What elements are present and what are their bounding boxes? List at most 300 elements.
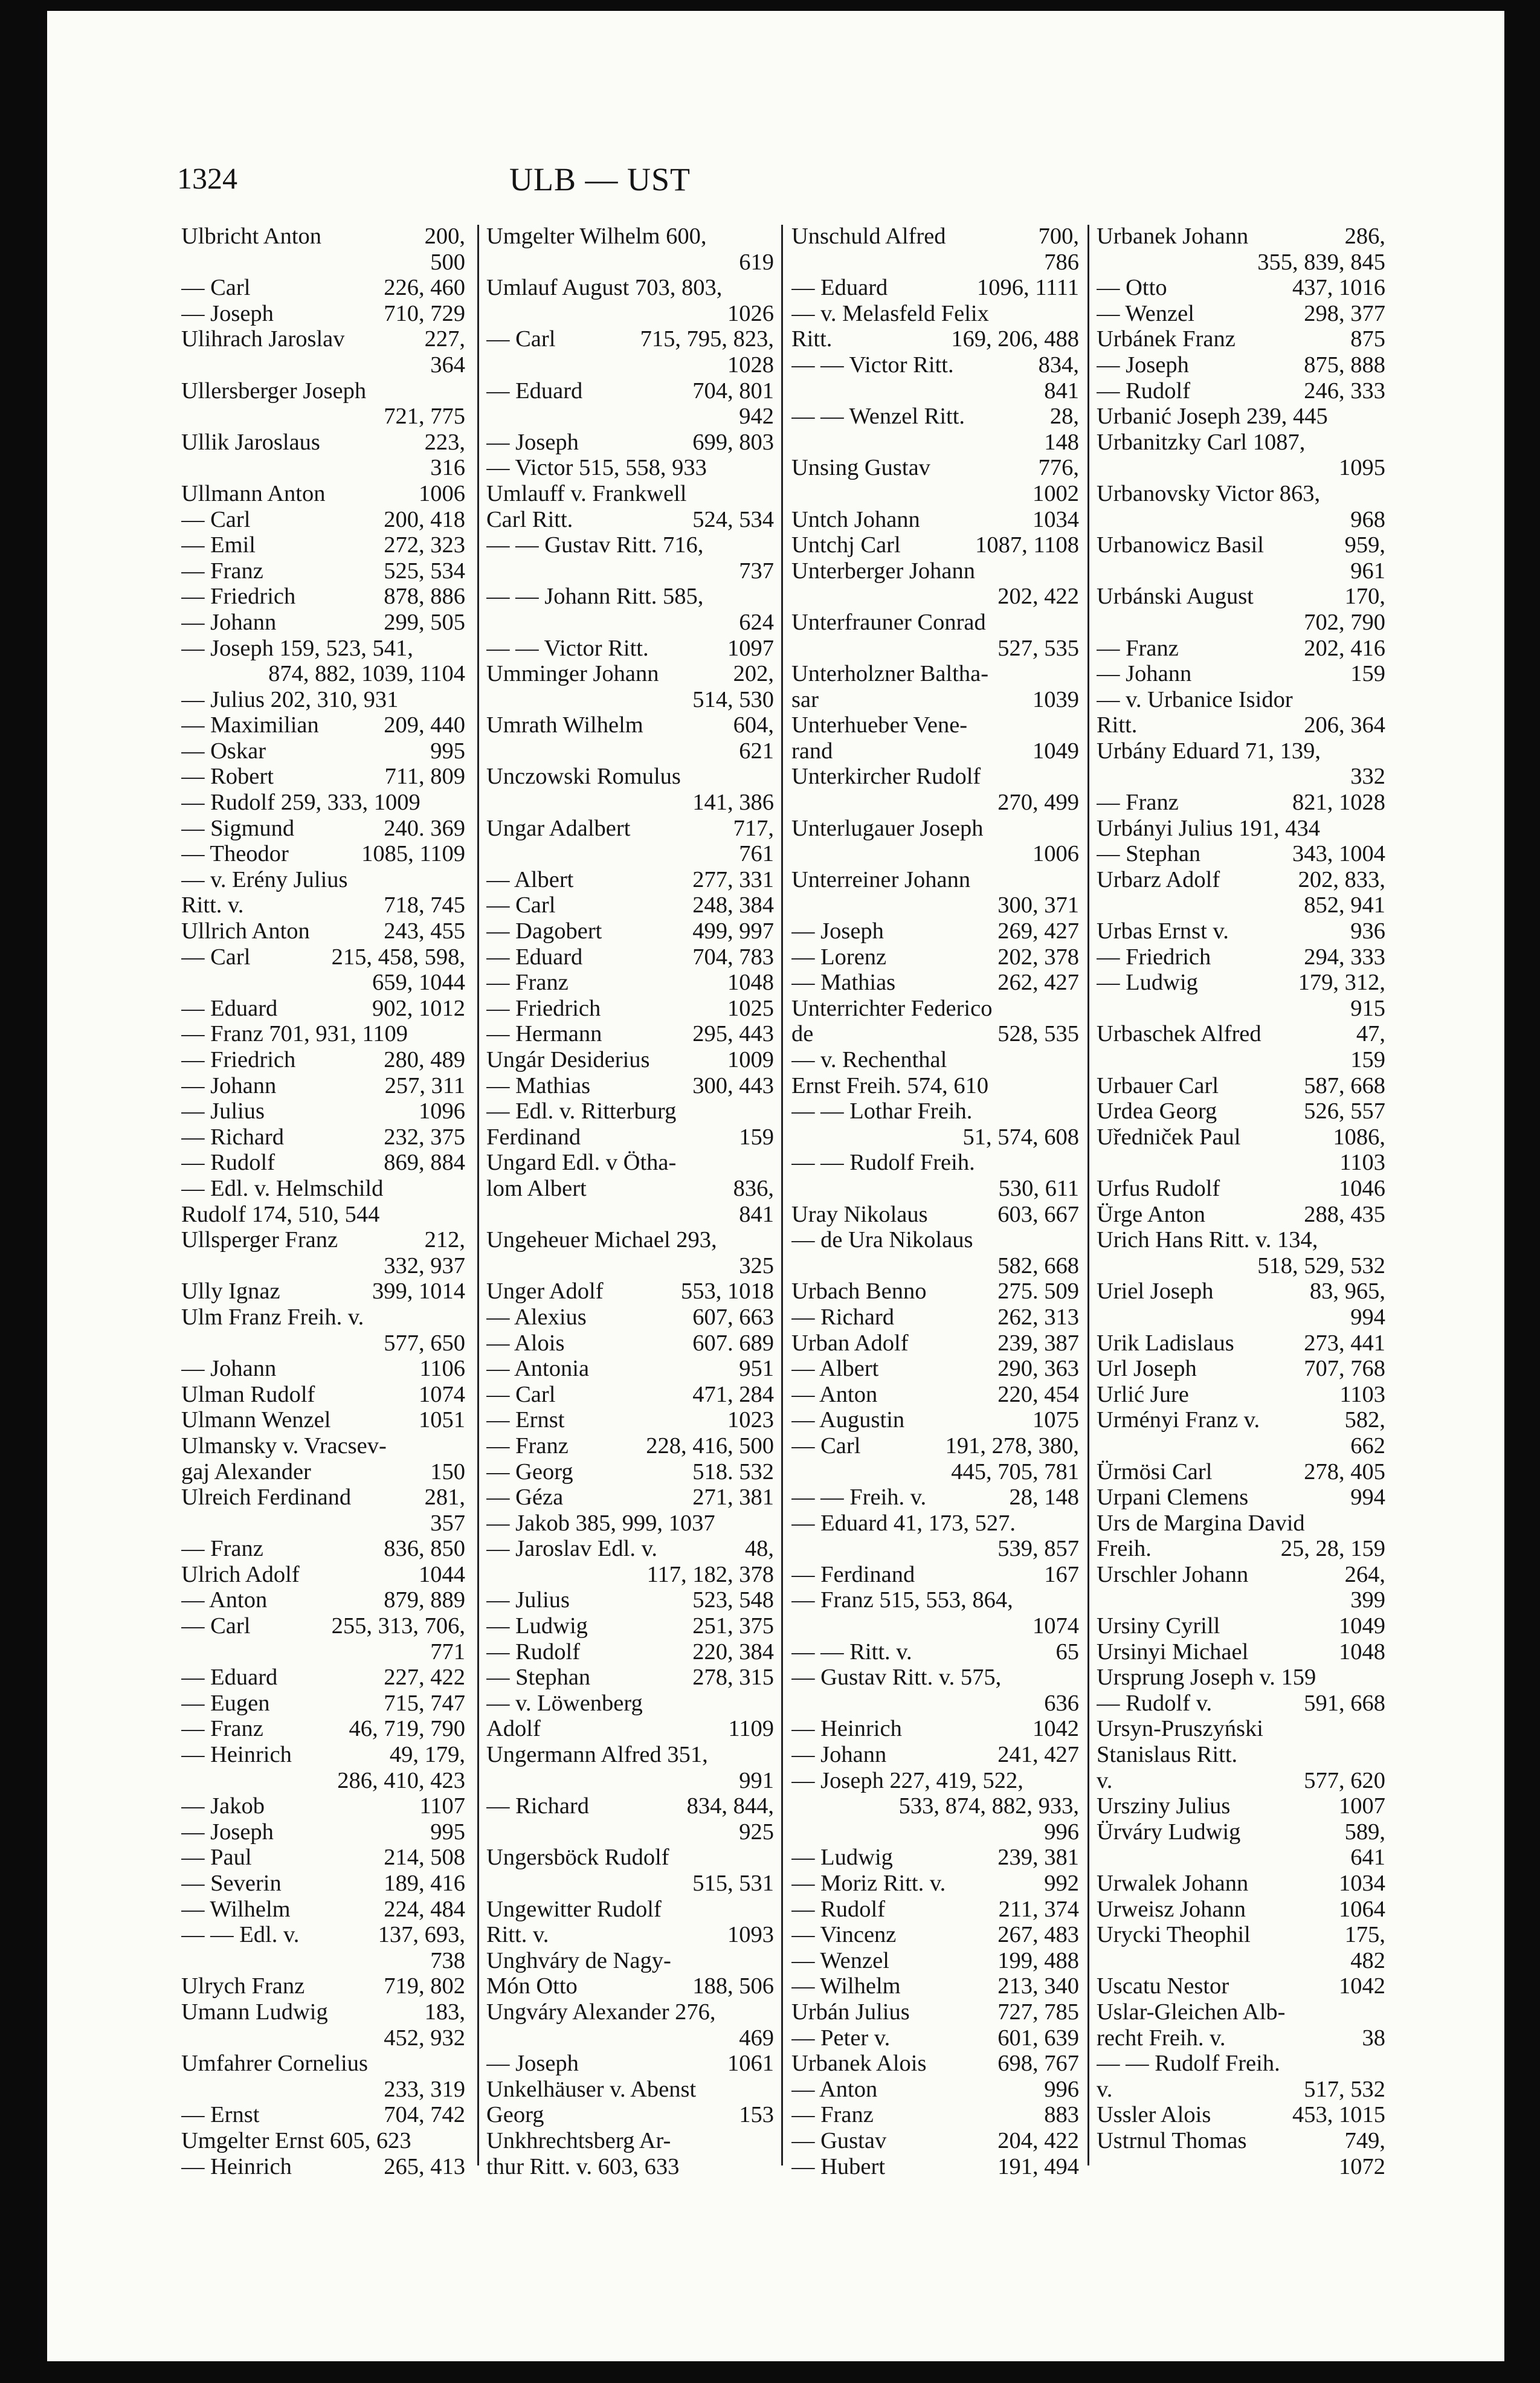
index-entry-line [1097, 326, 1385, 352]
entry-page-refs: 699, 803 [692, 429, 774, 455]
entry-page-refs: 364 [430, 352, 465, 378]
index-entry-line [791, 816, 1079, 842]
entry-name: — Eugen [181, 1690, 270, 1716]
entry-name: — Franz [486, 1433, 569, 1459]
index-entry-line [486, 326, 774, 352]
index-entry-line [1097, 867, 1385, 893]
entry-name: Urbach Benno [791, 1279, 927, 1304]
entry-name: — Antonia [486, 1356, 590, 1382]
entry-page-refs: 878, 886 [384, 584, 465, 610]
index-entry-line [791, 352, 1079, 378]
index-entry-line [486, 636, 774, 662]
index-entry-line [1097, 790, 1385, 816]
index-entry-line [181, 687, 465, 713]
entry-name: Ulmansky v. Vracsev- [181, 1433, 387, 1459]
index-entry-line [181, 378, 465, 404]
entry-page-refs [1075, 712, 1079, 738]
entry-page-refs: 869, 884 [384, 1150, 465, 1176]
index-entry-line [791, 1433, 1079, 1459]
entry-page-refs: 587, 668 [1304, 1072, 1385, 1098]
entry-name: — — Wenzel Ritt. [791, 404, 965, 430]
entry-name: Urbas Ernst v. [1097, 918, 1229, 944]
index-entry-line [181, 1639, 465, 1665]
entry-page-refs: 526, 557 [1304, 1098, 1385, 1124]
index-entry-line [181, 738, 465, 764]
entry-page-refs: 239, 387 [997, 1330, 1079, 1356]
entry-name: Unkelhäuser v. Abenst [486, 2076, 697, 2102]
index-entry-line [791, 224, 1079, 250]
entry-name: — v. Erény Julius [181, 866, 348, 892]
entry-page-refs [770, 532, 774, 558]
entry-name: — v. Urbanice Isidor [1097, 686, 1293, 712]
entry-page-refs: 1042 [1033, 1716, 1079, 1742]
index-entry-line [1097, 301, 1385, 327]
entry-page-refs: 277, 331 [692, 866, 774, 892]
entry-name: — Friedrich [1097, 944, 1211, 970]
entry-name: Unterhueber Vene- [791, 712, 968, 738]
index-entry-line [486, 532, 774, 558]
index-entry-line [791, 1948, 1079, 1974]
index-entry-line [486, 841, 774, 867]
entry-page-refs: 515, 531 [692, 1871, 774, 1896]
entry-page-refs: 159 [1350, 1047, 1385, 1072]
entry-name: Urbauer Carl [1097, 1072, 1219, 1098]
entry-name: — Heinrich [181, 2153, 292, 2179]
entry-page-refs: 49, 179, [389, 1742, 465, 1768]
entry-name: Unkhrechtsberg Ar- [486, 2127, 671, 2153]
entry-page-refs: 228, 416, 500 [646, 1433, 774, 1459]
index-entry-line [1097, 1973, 1385, 1999]
entry-name: Uscatu Nestor [1097, 1973, 1229, 1999]
index-entry-line [791, 841, 1079, 867]
entry-page-refs: 294, 333 [1304, 944, 1385, 970]
entry-page-refs: 343, 1004 [1292, 841, 1385, 867]
entry-name: — Julius [181, 1098, 265, 1124]
index-entry-line [1097, 455, 1385, 481]
index-entry-line [181, 275, 465, 301]
entry-name: — Jakob [181, 1793, 265, 1819]
entry-page-refs: 202, 833, [1298, 866, 1385, 892]
index-entry-line [486, 2102, 774, 2128]
index-entry-line [1097, 404, 1385, 430]
index-entry-line [181, 1356, 465, 1382]
entry-name: — Edl. v. Ritterburg [486, 1098, 677, 1124]
index-entry-line [486, 738, 774, 764]
index-entry-line [486, 1999, 774, 2025]
index-entry-line [791, 790, 1079, 816]
entry-name: rand [791, 738, 833, 764]
index-entry-line [181, 816, 465, 842]
index-entry-line [181, 1098, 465, 1124]
index-entry-line [1097, 892, 1385, 918]
entry-name: Umlauff v. Frankwell [486, 480, 687, 506]
entry-page-refs: 1074 [1033, 1613, 1079, 1639]
entry-page-refs: 204, 422 [997, 2127, 1079, 2153]
index-entry-line [181, 532, 465, 558]
entry-page-refs [1382, 404, 1385, 430]
entry-name: Ritt. [1097, 712, 1138, 738]
entry-name: — Franz [486, 970, 569, 996]
entry-name: — Lorenz [791, 944, 887, 970]
entry-page-refs: 202, 422 [997, 584, 1079, 610]
entry-page-refs: 28, 148 [1009, 1485, 1079, 1511]
index-entry-line [791, 1330, 1079, 1356]
entry-name: Freih. [1097, 1536, 1152, 1562]
entry-name: — — Johann Ritt. 585, [486, 584, 704, 610]
index-entry-line [486, 224, 774, 250]
entry-page-refs: 399 [1350, 1587, 1385, 1613]
entry-page-refs: 153 [739, 2102, 774, 2128]
entry-name: — Joseph 159, 523, 541, [181, 635, 413, 661]
entry-name: Urbanić Joseph 239, 445 [1097, 404, 1328, 430]
entry-page-refs [770, 1948, 774, 1974]
entry-name: — Carl [486, 892, 556, 918]
index-entry-line [1097, 944, 1385, 970]
index-entry-line [791, 250, 1079, 276]
index-entry-line [1097, 1176, 1385, 1202]
entry-name: Uslar-Gleichen Alb- [1097, 1999, 1286, 2025]
entry-page-refs: 141, 386 [692, 790, 774, 816]
entry-page-refs [462, 1202, 465, 1228]
index-entry-line [181, 430, 465, 456]
entry-page-refs: 749, [1344, 2127, 1385, 2153]
index-entry-line [486, 1973, 774, 1999]
entry-page-refs: 761 [739, 841, 774, 867]
entry-page-refs: 659, 1044 [372, 970, 465, 996]
entry-page-refs: 209, 440 [384, 712, 465, 738]
index-entry-line [1097, 1511, 1385, 1537]
entry-page-refs: 959, [1344, 532, 1385, 558]
index-entry-line [486, 1202, 774, 1228]
index-entry-line [486, 816, 774, 842]
entry-page-refs: 188, 506 [692, 1973, 774, 1999]
entry-name: — Rudolf 259, 333, 1009 [181, 790, 420, 816]
index-entry-line [486, 455, 774, 481]
entry-page-refs [770, 1098, 774, 1124]
entry-name: — Paul [181, 1845, 252, 1871]
entry-name: Unschuld Alfred [791, 224, 946, 249]
entry-name: — Hermann [486, 1021, 602, 1047]
entry-page-refs: 179, 312, [1298, 970, 1385, 996]
index-entry-line [791, 1459, 1079, 1485]
entry-name: Urbányi Julius 191, 434 [1097, 815, 1321, 841]
entry-page-refs: 721, 775 [384, 404, 465, 430]
entry-page-refs: 1034 [1339, 1871, 1385, 1896]
entry-page-refs: 255, 313, 706, [331, 1613, 465, 1639]
entry-page-refs: 698, 767 [997, 2051, 1079, 2077]
entry-name: — Franz [1097, 635, 1179, 661]
entry-page-refs: 925 [739, 1819, 774, 1845]
entry-page-refs: 518, 529, 532 [1257, 1253, 1385, 1279]
index-entry-line [486, 275, 774, 301]
entry-name: Ungewitter Rudolf [486, 1896, 662, 1922]
index-entry-line [1097, 738, 1385, 764]
entry-name: Ursprung Joseph v. 159 [1097, 1665, 1316, 1691]
entry-page-refs: 200, 418 [384, 506, 465, 532]
entry-page-refs: 717, [733, 815, 774, 841]
entry-name: Unterberger Johann [791, 558, 975, 584]
index-entry-line [791, 1202, 1079, 1228]
index-entry-line [486, 712, 774, 738]
entry-name: — Joseph [1097, 352, 1189, 378]
entry-name: Ungersböck Rudolf [486, 1845, 669, 1871]
entry-name: Urbánek Franz [1097, 326, 1236, 352]
index-entry-line [181, 1433, 465, 1459]
index-entry-line [181, 558, 465, 584]
entry-page-refs: 704, 783 [692, 944, 774, 970]
entry-name: — Joseph [486, 429, 579, 455]
entry-page-refs: 47, [1356, 1021, 1385, 1047]
entry-page-refs [1075, 1587, 1079, 1613]
entry-page-refs: 48, [744, 1536, 774, 1562]
entry-page-refs [770, 1150, 774, 1176]
entry-name: — — Rudolf Freih. [1097, 2051, 1280, 2077]
entry-name: — Johann [791, 1742, 887, 1768]
entry-name: — Ernst [486, 1407, 565, 1433]
index-entry-line [486, 1768, 774, 1794]
index-entry-line [791, 1098, 1079, 1124]
index-entry-line [791, 1845, 1079, 1871]
index-entry-line [791, 326, 1079, 352]
index-entry-line [181, 918, 465, 944]
entry-page-refs: 518. 532 [692, 1459, 774, 1485]
entry-name: Ürge Anton [1097, 1201, 1206, 1227]
index-entry-line [486, 1742, 774, 1768]
index-entry-line [791, 2128, 1079, 2154]
entry-name: Rudolf 174, 510, 544 [181, 1201, 380, 1227]
entry-page-refs [1382, 1227, 1385, 1253]
entry-page-refs: 1096, 1111 [977, 275, 1079, 301]
entry-page-refs: 604, [733, 712, 774, 738]
entry-name: — Severin [181, 1871, 282, 1896]
entry-name: — Stephan [486, 1665, 591, 1691]
entry-page-refs: 1026 [727, 300, 774, 326]
entry-name: Unghváry de Nagy- [486, 1947, 671, 1973]
entry-page-refs [1075, 661, 1079, 687]
entry-name: Urbány Eduard 71, 139, [1097, 738, 1321, 764]
index-entry-line [1097, 2051, 1385, 2077]
entry-page-refs: 1048 [1339, 1639, 1385, 1665]
entry-name: — Ludwig [1097, 970, 1198, 996]
entry-name: Urbanovsky Victor 863, [1097, 480, 1321, 506]
entry-name: — Eduard [181, 995, 278, 1021]
entry-name: — v. Melasfeld Felix [791, 300, 989, 326]
index-entry-line [181, 1845, 465, 1871]
entry-name: Ungeheuer Michael 293, [486, 1227, 717, 1253]
index-entry-line [181, 1150, 465, 1176]
entry-name: Umminger Johann [486, 661, 659, 687]
entry-name: — Carl [181, 275, 251, 301]
entry-page-refs [462, 1304, 465, 1330]
index-entry-line [791, 1999, 1079, 2025]
entry-name: — Franz [1097, 790, 1179, 816]
entry-page-refs: 199, 488 [997, 1947, 1079, 1973]
entry-page-refs: 278, 405 [1304, 1459, 1385, 1485]
index-entry-line [181, 1922, 465, 1948]
entry-page-refs: 206, 364 [1304, 712, 1385, 738]
index-entry-line [181, 1459, 465, 1485]
entry-name: Ulrych Franz [181, 1973, 305, 1999]
entry-page-refs: 202, [733, 661, 774, 687]
entry-page-refs: 332, 937 [384, 1253, 465, 1279]
entry-page-refs: 528, 535 [997, 1021, 1079, 1047]
index-entry-line [1097, 378, 1385, 404]
entry-page-refs: 290, 363 [997, 1356, 1079, 1382]
index-entry-line [181, 1021, 465, 1047]
entry-name: Ernst Freih. 574, 610 [791, 1072, 989, 1098]
index-entry-line [1097, 1485, 1385, 1511]
index-entry-line [181, 1973, 465, 1999]
entry-page-refs: 601, 639 [997, 2025, 1079, 2051]
index-entry-line [1097, 1536, 1385, 1562]
entry-page-refs [1075, 764, 1079, 790]
index-entry-line [486, 764, 774, 790]
index-entry-line [181, 764, 465, 790]
index-entry-line [1097, 1459, 1385, 1485]
entry-name: — Georg [486, 1459, 573, 1485]
entry-page-refs [770, 1227, 774, 1253]
entry-name: Urfus Rudolf [1097, 1175, 1220, 1201]
index-entry-line [486, 1691, 774, 1717]
index-entry-line [791, 944, 1079, 970]
index-entry-line [486, 558, 774, 584]
entry-name: Ungár Desiderius [486, 1047, 650, 1072]
index-entry-line [181, 2025, 465, 2051]
entry-page-refs: 738 [430, 1947, 465, 1973]
index-entry-line [1097, 636, 1385, 662]
entry-name: — Eduard [486, 378, 583, 404]
entry-name: — Rudolf [791, 1896, 886, 1922]
index-entry-line [181, 1536, 465, 1562]
entry-page-refs: 1002 [1033, 480, 1079, 506]
entry-name: — Mathias [486, 1072, 591, 1098]
entry-page-refs: 582, [1344, 1407, 1385, 1433]
index-entry-line [486, 1433, 774, 1459]
entry-page-refs [1075, 558, 1079, 584]
index-entry-line [1097, 1021, 1385, 1047]
index-entry-line [486, 1098, 774, 1124]
index-entry-line [791, 1407, 1079, 1433]
entry-page-refs [770, 455, 774, 481]
index-entry-line [791, 1897, 1079, 1923]
entry-page-refs: 452, 932 [384, 2025, 465, 2051]
entry-page-refs: 1095 [1339, 455, 1385, 481]
entry-page-refs: 202, 416 [1304, 635, 1385, 661]
entry-name: — Géza [486, 1485, 564, 1511]
index-entry-line [181, 1897, 465, 1923]
entry-name: — Carl [486, 1381, 556, 1407]
entry-name: Ussler Alois [1097, 2102, 1211, 2128]
entry-name: Urwalek Johann [1097, 1871, 1249, 1896]
index-entry-line [791, 1665, 1079, 1691]
index-entry-line [486, 2077, 774, 2103]
entry-page-refs: 278, 315 [692, 1665, 774, 1691]
index-entry-line [791, 507, 1079, 533]
entry-name: — Joseph 227, 419, 522, [791, 1767, 1023, 1793]
entry-name: Umgelter Ernst 605, 623 [181, 2127, 411, 2153]
index-entry-line [1097, 1819, 1385, 1845]
index-entry-line [1097, 2128, 1385, 2154]
entry-name: — Rudolf v. [1097, 1690, 1213, 1716]
column-divider-1 [477, 225, 479, 2165]
index-entry-line [181, 996, 465, 1022]
entry-page-refs: 836, [733, 1175, 774, 1201]
entry-page-refs: 257, 311 [384, 1072, 465, 1098]
entry-page-refs: 874, 882, 1039, 1104 [268, 661, 465, 687]
index-entry-line [1097, 2154, 1385, 2180]
index-entry-line [791, 301, 1079, 327]
entry-page-refs [1382, 738, 1385, 764]
entry-page-refs [770, 2077, 774, 2103]
index-entry-line [1097, 1948, 1385, 1974]
entry-name: Urményi Franz v. [1097, 1407, 1260, 1433]
index-entry-line [181, 1485, 465, 1511]
entry-name: Umlauf August 703, 803, [486, 275, 723, 301]
entry-page-refs: 232, 375 [384, 1124, 465, 1150]
entry-page-refs: 582, 668 [997, 1253, 1079, 1279]
index-column-1 [181, 224, 465, 2179]
entry-page-refs [1382, 2051, 1385, 2077]
index-entry-line [486, 301, 774, 327]
entry-name: — Carl [791, 1433, 861, 1459]
entry-name: Ungermann Alfred 351, [486, 1742, 708, 1768]
entry-page-refs: 453, 1015 [1292, 2102, 1385, 2128]
entry-page-refs: 1072 [1339, 2153, 1385, 2179]
index-entry-line [486, 1021, 774, 1047]
index-entry-line [791, 2154, 1079, 2180]
index-entry-line [181, 1562, 465, 1588]
entry-name: — Theodor [181, 841, 289, 867]
index-entry-line [1097, 2077, 1385, 2103]
entry-page-refs [770, 224, 774, 250]
entry-page-refs: 295, 443 [692, 1021, 774, 1047]
entry-page-refs [1075, 996, 1079, 1022]
entry-name: Ulrich Adolf [181, 1561, 300, 1587]
index-entry-line [791, 1536, 1079, 1562]
index-entry-line [1097, 1382, 1385, 1408]
entry-name: gaj Alexander [181, 1459, 311, 1485]
entry-name: — Rudolf [181, 1150, 275, 1176]
entry-name: — Wenzel [1097, 300, 1194, 326]
entry-page-refs: 1025 [727, 995, 774, 1021]
index-entry-line [1097, 1871, 1385, 1897]
entry-page-refs: 1087, 1108 [975, 532, 1079, 558]
entry-page-refs: 995 [430, 738, 465, 764]
entry-name: — Alexius [486, 1304, 587, 1330]
index-entry-line [1097, 1253, 1385, 1279]
entry-name: — Albert [486, 866, 574, 892]
entry-page-refs [1075, 301, 1079, 327]
entry-name: Uriel Joseph [1097, 1279, 1214, 1304]
index-entry-line [791, 2102, 1079, 2128]
index-entry-line [1097, 1330, 1385, 1356]
index-entry-line [791, 378, 1079, 404]
entry-page-refs: 902, 1012 [372, 995, 465, 1021]
entry-page-refs: 239, 381 [997, 1845, 1079, 1871]
entry-name: — v. Rechenthal [791, 1047, 947, 1072]
index-entry-line [486, 1665, 774, 1691]
entry-page-refs: 271, 381 [692, 1485, 774, 1511]
entry-page-refs: 1028 [727, 352, 774, 378]
entry-page-refs: 951 [739, 1356, 774, 1382]
index-entry-line [791, 610, 1079, 636]
entry-page-refs: 662 [1350, 1433, 1385, 1459]
entry-name: thur Ritt. v. 603, 633 [486, 2153, 680, 2179]
index-entry-line [181, 1382, 465, 1408]
entry-name: — Anton [181, 1587, 268, 1613]
entry-page-refs: 527, 535 [997, 635, 1079, 661]
index-entry-line [486, 918, 774, 944]
